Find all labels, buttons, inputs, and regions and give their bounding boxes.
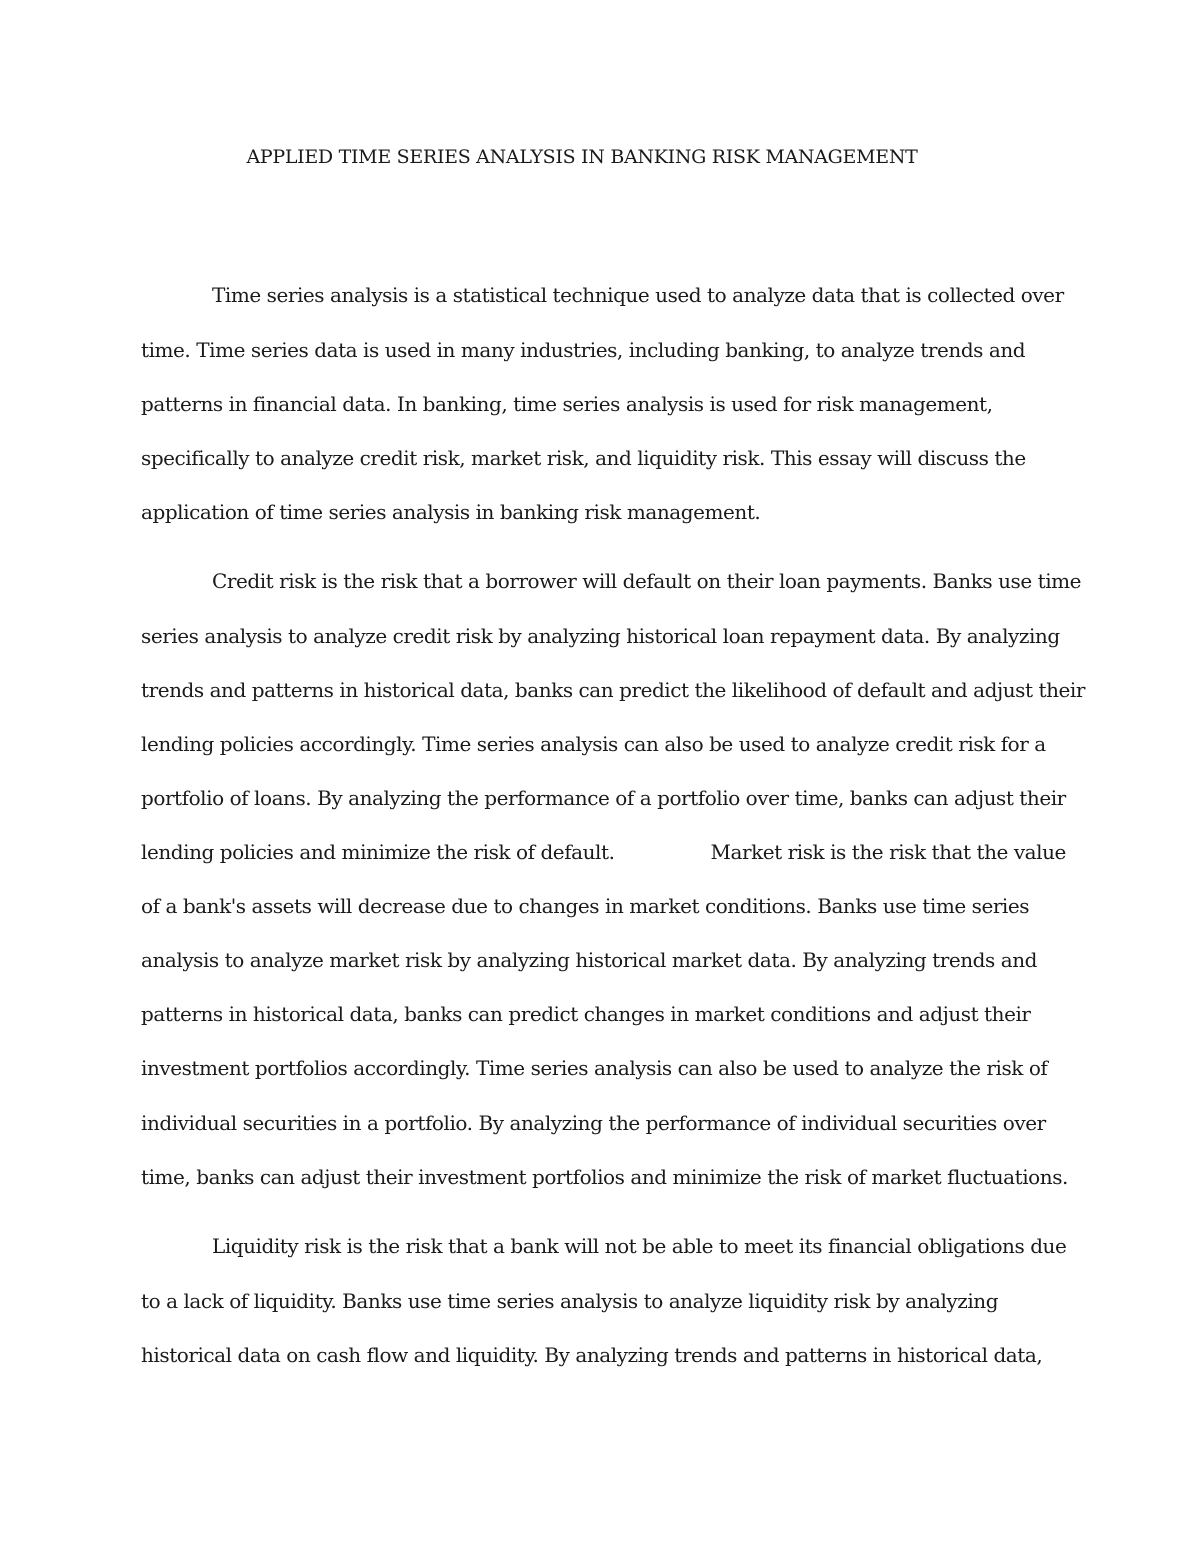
paragraph-line: of a bank's assets will decrease due to changes in market conditions. Banks use time series [141,894,1030,918]
paragraph-line: Liquidity risk is the risk that a bank will not be able to meet its financial obligations due [212,1234,1067,1258]
paragraph-line [141,837,1066,867]
paragraph-line: time, banks can adjust their investment portfolios and minimize the risk of market fluctuations. [141,1165,1068,1189]
paragraph-line: specifically to analyze credit risk, market risk, and liquidity risk. This essay will discuss the [141,446,1026,470]
paragraph-line: patterns in historical data, banks can predict changes in market conditions and adjust their [141,1002,1031,1026]
document-title: APPLIED TIME SERIES ANALYSIS IN BANKING RISK MANAGEMENT [246,146,918,168]
paragraph-line: trends and patterns in historical data, banks can predict the likelihood of default and adjust their [141,678,1085,702]
paragraph-line: series analysis to analyze credit risk by analyzing historical loan repayment data. By analyzing [141,624,1060,648]
paragraph-line: patterns in financial data. In banking, time series analysis is used for risk management, [141,392,993,416]
paragraph-line: portfolio of loans. By analyzing the performance of a portfolio over time, banks can adjust their [141,786,1066,810]
paragraph-line: investment portfolios accordingly. Time series analysis can also be used to analyze the risk of [141,1056,1048,1080]
paragraph-line: Credit risk is the risk that a borrower will default on their loan payments. Banks use time [212,569,1082,593]
paragraph-line: analysis to analyze market risk by analyzing historical market data. By analyzing trends and [141,948,1038,972]
paragraph-line: lending policies accordingly. Time series analysis can also be used to analyze credit risk for a [141,732,1046,756]
paragraph-line-segment: lending policies and minimize the risk of default. [141,840,615,864]
paragraph-line: to a lack of liquidity. Banks use time series analysis to analyze liquidity risk by analyzing [141,1289,999,1313]
paragraph-line: historical data on cash flow and liquidity. By analyzing trends and patterns in historical data, [141,1343,1043,1367]
paragraph-line: application of time series analysis in banking risk management. [141,500,761,524]
paragraph-line-segment: Market risk is the risk that the value [710,840,1066,864]
paragraph-line: time. Time series data is used in many industries, including banking, to analyze trends and [141,338,1026,362]
paragraph-line: individual securities in a portfolio. By analyzing the performance of individual securities over [141,1111,1046,1135]
paragraph-line: Time series analysis is a statistical technique used to analyze data that is collected over [212,283,1064,307]
